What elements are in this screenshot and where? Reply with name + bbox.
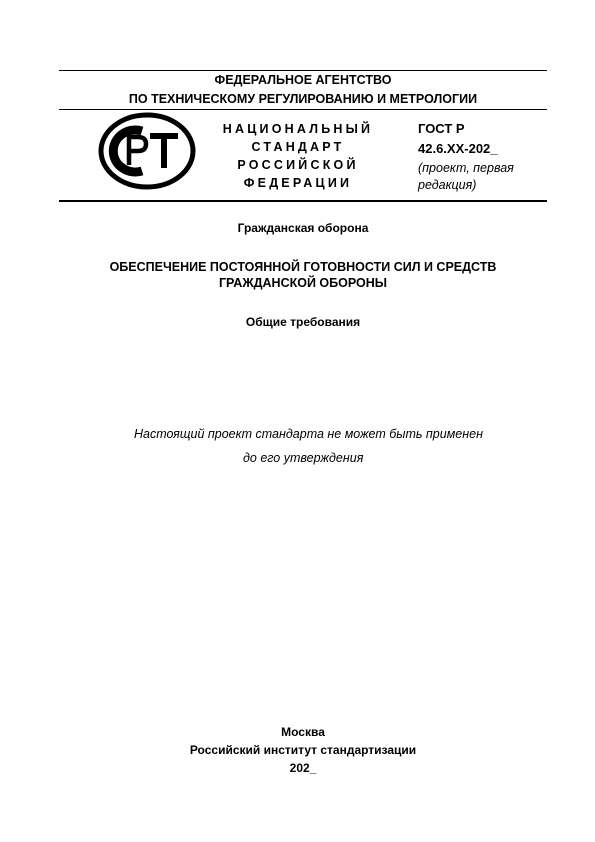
document-title-line-2: ГРАЖДАНСКОЙ ОБОРОНЫ bbox=[218, 276, 388, 290]
top-rule bbox=[59, 70, 547, 71]
publication-year: 202_ bbox=[289, 761, 317, 775]
national-line-1: НАЦИОНАЛЬНЫЙ bbox=[222, 122, 374, 136]
agency-line-1: ФЕДЕРАЛЬНОЕ АГЕНТСТВО bbox=[214, 73, 392, 87]
document-subtitle: Общие требования bbox=[245, 315, 361, 329]
rst-logo bbox=[98, 112, 196, 190]
middle-rule bbox=[59, 109, 547, 110]
bottom-rule bbox=[59, 200, 547, 202]
national-line-4: ФЕДЕРАЦИИ bbox=[243, 176, 353, 190]
draft-note-line-2: редакция) bbox=[418, 178, 477, 192]
publisher-name: Российский институт стандартизации bbox=[189, 743, 417, 757]
national-line-2: СТАНДАРТ bbox=[251, 140, 345, 154]
notice-line-1: Настоящий проект стандарта не может быть применен bbox=[134, 427, 483, 441]
national-line-3: РОССИЙСКОЙ bbox=[237, 158, 359, 172]
gost-label: ГОСТ Р bbox=[418, 121, 465, 136]
publication-city: Москва bbox=[281, 725, 325, 739]
notice-line-2: до его утверждения bbox=[243, 451, 364, 465]
draft-note-line-1: (проект, первая bbox=[418, 161, 514, 175]
agency-line-2: ПО ТЕХНИЧЕСКОМУ РЕГУЛИРОВАНИЮ И МЕТРОЛОГИИ bbox=[128, 92, 478, 106]
document-title-line-1: ОБЕСПЕЧЕНИЕ ПОСТОЯННОЙ ГОТОВНОСТИ СИЛ И СРЕДСТВ bbox=[109, 260, 497, 274]
document-category: Гражданская оборона bbox=[237, 221, 369, 235]
gost-number: 42.6.ХХ-202_ bbox=[418, 141, 498, 156]
rst-logo-icon bbox=[98, 112, 196, 190]
